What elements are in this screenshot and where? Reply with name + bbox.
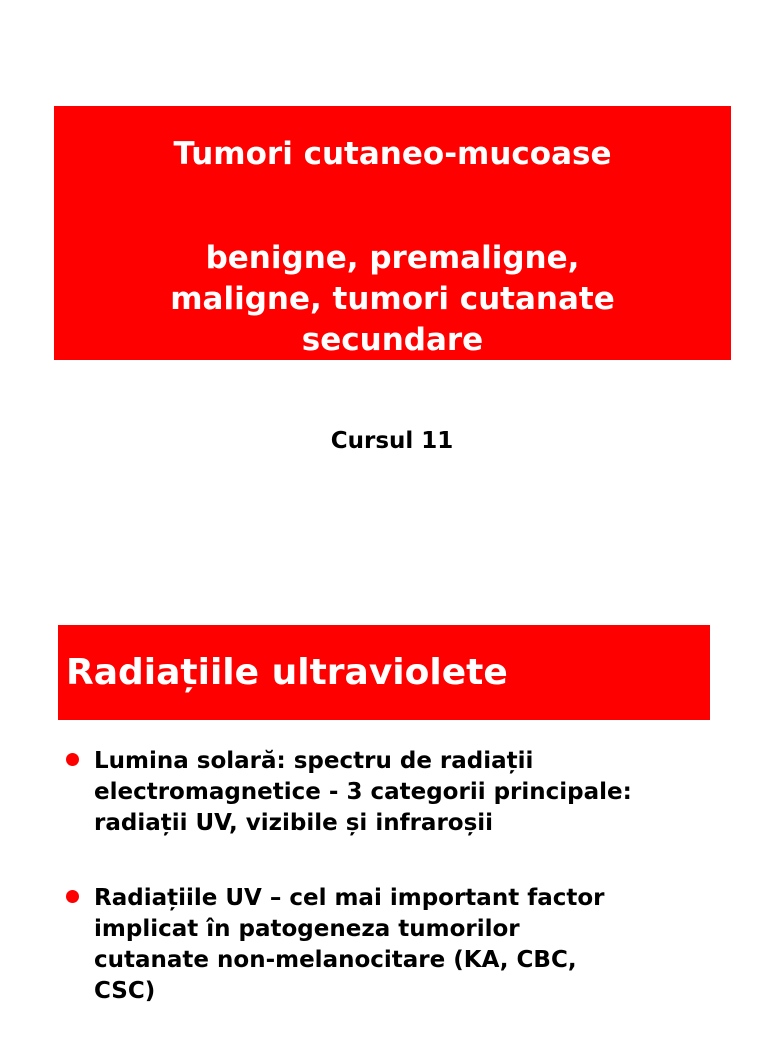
bullet-dot-icon <box>66 890 79 903</box>
title-banner <box>54 106 731 360</box>
bullet-list <box>66 746 706 1051</box>
bullet-dot-icon <box>66 753 79 766</box>
title-main: Tumori cutaneo-mucoase <box>173 136 612 172</box>
bullet-text: Lumina solară: spectru de radiații electromagnetice - 3 categorii principale: radiații UV, vizibile și infraroșii <box>94 748 632 836</box>
course-label: Cursul 11 <box>330 428 454 454</box>
title-subtitle: benigne, premaligne, maligne, tumori cutanate secundare <box>170 240 615 358</box>
list-item <box>66 746 706 839</box>
section-heading: Radiațiile ultraviolete <box>58 625 710 720</box>
bullet-text: Radiațiile UV – cel mai important factor implicat în patogeneza tumorilor cutanate non-melanocitare (KA, CBC, CSC) <box>94 885 605 1004</box>
list-item <box>66 883 706 1007</box>
